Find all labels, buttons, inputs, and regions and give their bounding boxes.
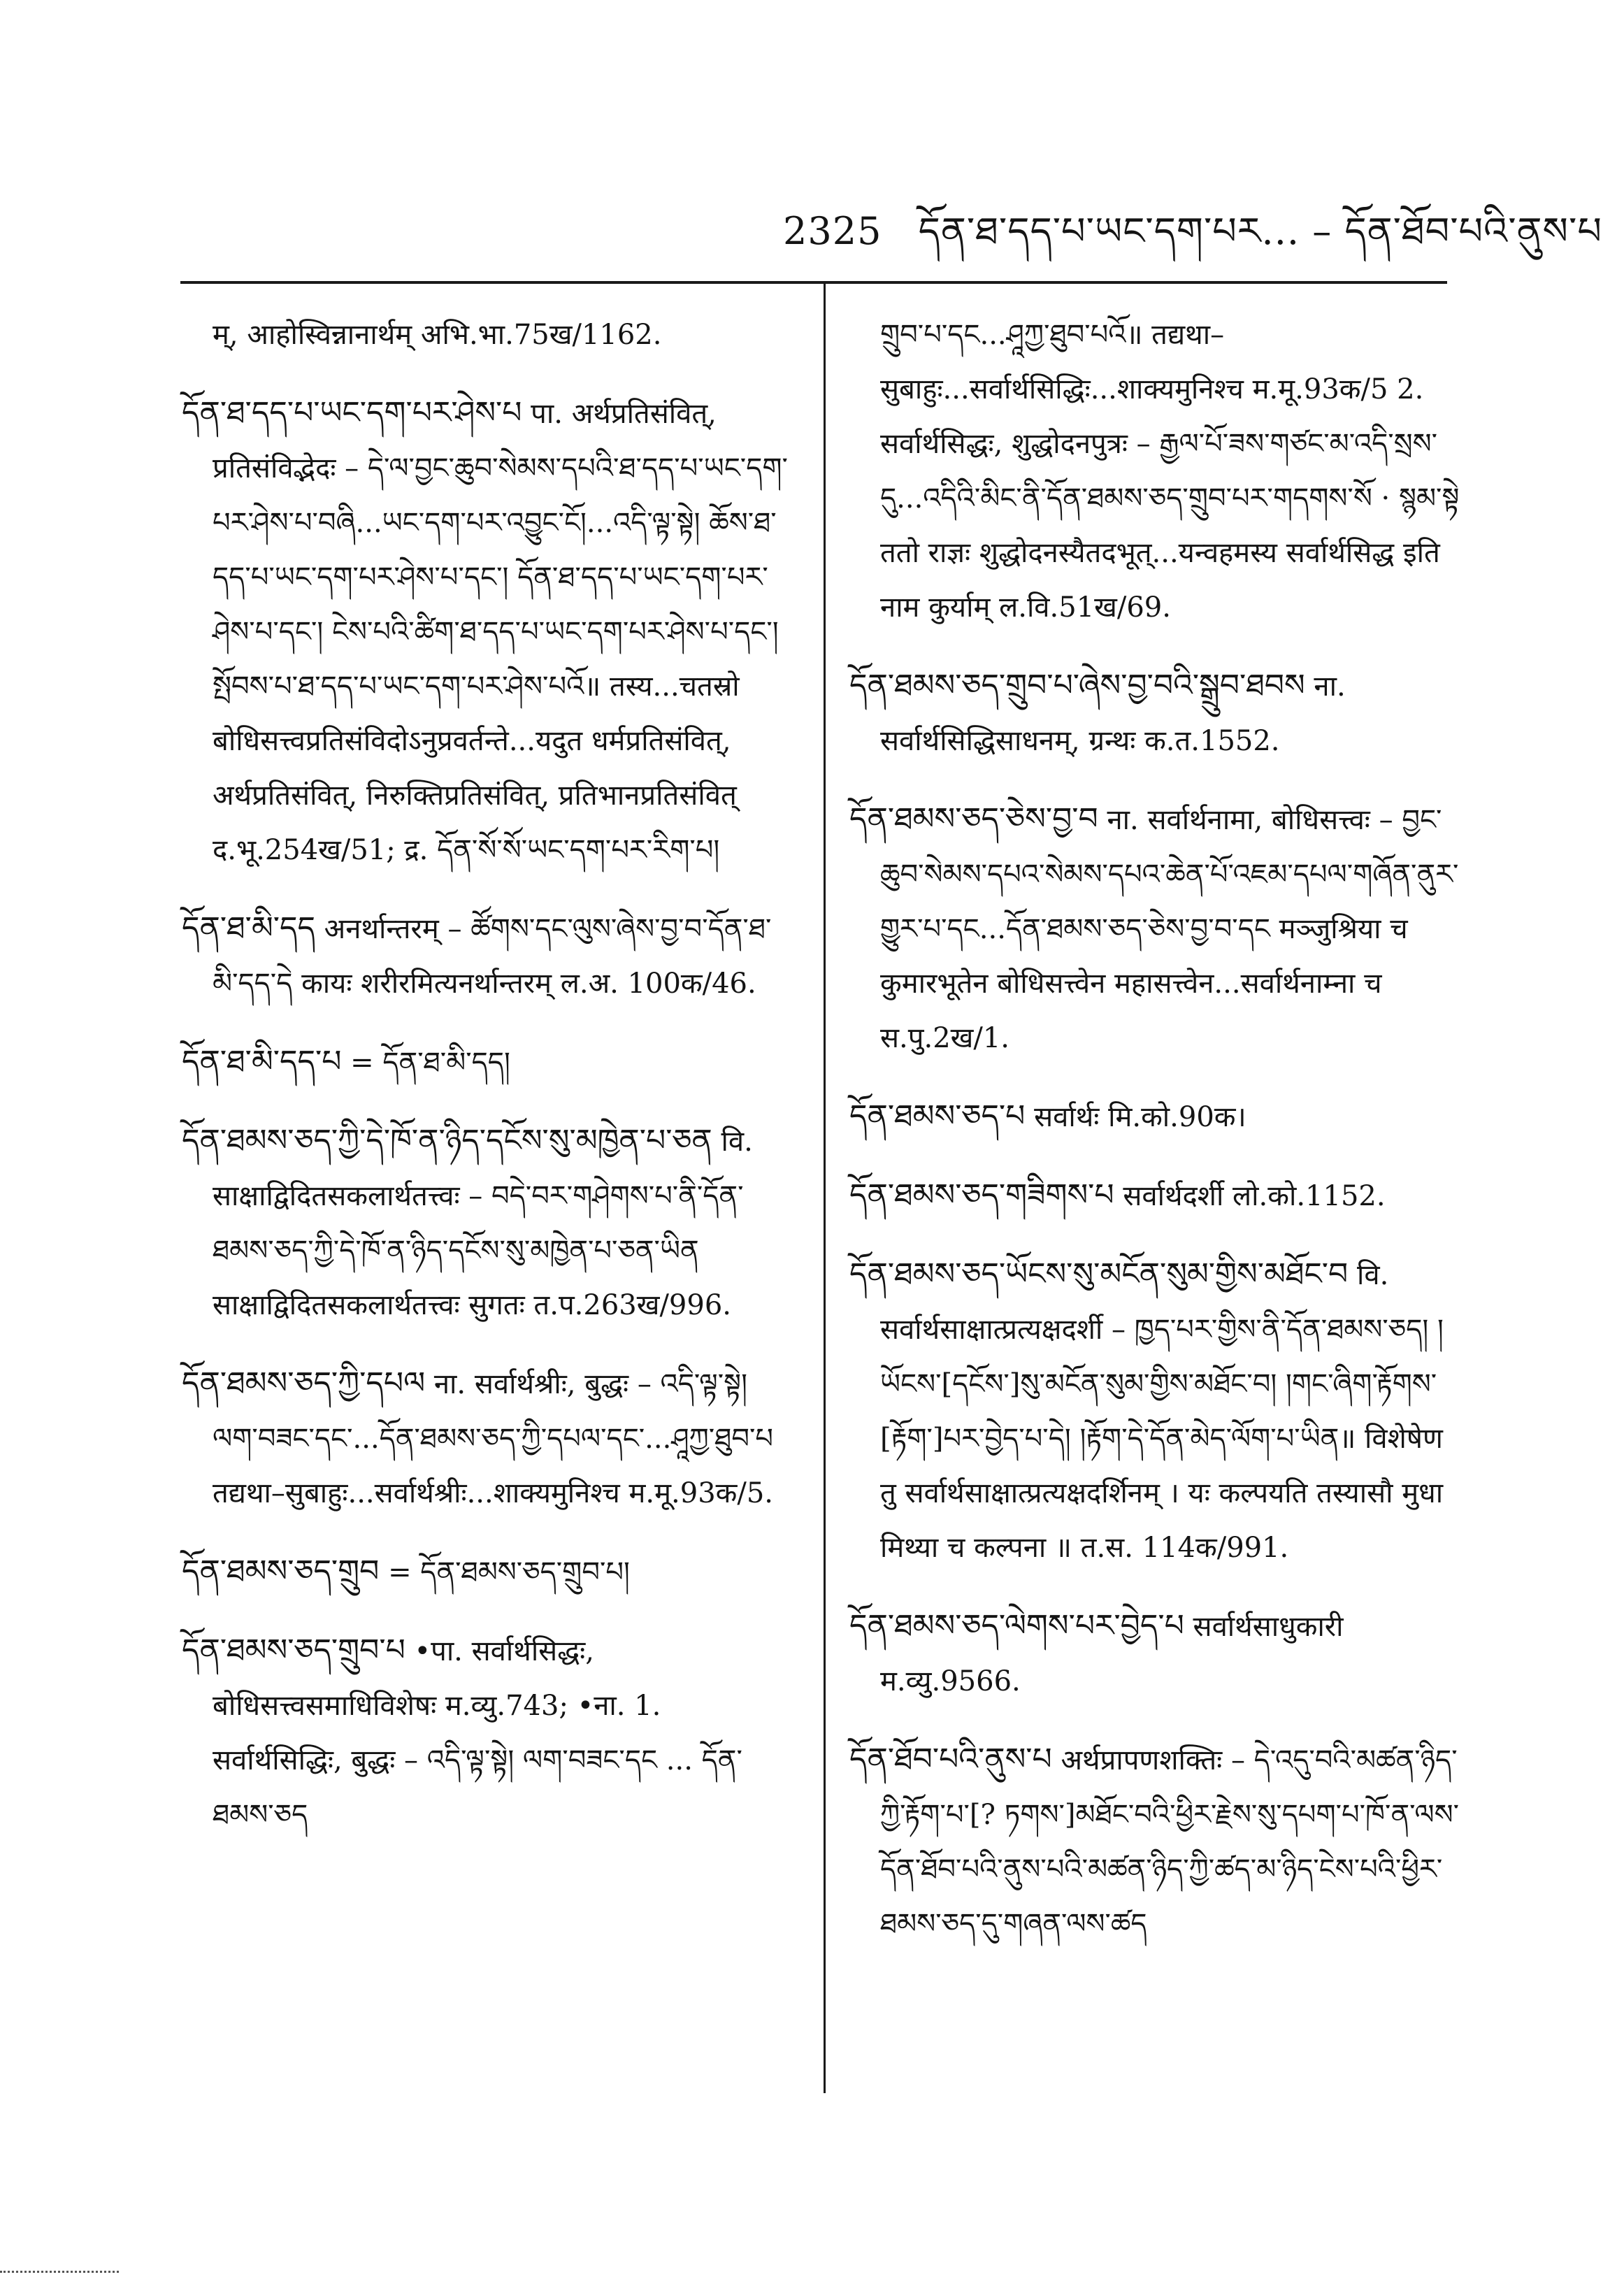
page-header bbox=[783, 189, 1602, 295]
entry-text: म्, आहोस्विन्नानार्थम् अभि.भा.75ख/1162. bbox=[213, 319, 662, 351]
entry-text: सर्वार्थः मि.को.90क। bbox=[1025, 1101, 1246, 1133]
entry-headword: དོན་ཐམས་ཅད་གྲུབ་པ་ཞེས་བྱ་བའི་སྒྲུབ་ཐབས bbox=[849, 668, 1305, 703]
entry-headword: དོན་ཐ་དད་པ་ཡང་དག་པར་ཤེས་པ bbox=[182, 395, 522, 431]
entry-headword: དོན་ཐམས་ཅད་ཀྱི་དེ་ཁོ་ན་ཉིད་དངོས་སུ་མཁྱེན་པ་ཅན bbox=[182, 1123, 712, 1158]
right-column bbox=[849, 308, 1465, 1975]
entry-headword: དོན་ཐོབ་པའི་ནུས་པ bbox=[849, 1741, 1052, 1777]
entry-headword: དོན་ཐམས་ཅད་ལེགས་པར་བྱེད་པ bbox=[849, 1608, 1184, 1644]
dictionary-entry bbox=[849, 1732, 1465, 1951]
entry-text: = དོན་ཐམས་ཅད་གྲུབ་པ། bbox=[379, 1556, 630, 1588]
entry-headword: དོན་ཐམས་ཅད་ཅེས་བྱ་བ bbox=[849, 801, 1098, 837]
entry-headword: དོན་ཐམས་ཅད་ཀྱི་དཔལ bbox=[182, 1365, 426, 1401]
column-divider bbox=[824, 282, 826, 2093]
dictionary-entry bbox=[182, 386, 790, 877]
entry-headword: དོན་ཐམས་ཅད་པ bbox=[849, 1098, 1026, 1134]
entry-text: वि. सर्वार्थसाक्षात्प्रत्यक्षदर्शी – ཁྱད་པར་གྱིས་ནི་དོན་ཐམས་ཅད། །ཡོངས་[དངོས་]སུ་མངོན་སུམ་གྱིས་མཐོང་བ། །གང་ཞིག་རྟོགས་[རྟོག་]པར་བྱེད་པ་དེ། །རྟོག་དེ་དོན་མེད་ལོག་པ་ཡིན॥ विशेषेण तु सर्वार्थसाक्षात्प्रत्यक्षदर्शिनम् । यः कल्पयति तस्यासौ मुधा मिथ्या च कल्पना ॥ त.स. 114क/991. bbox=[880, 1259, 1444, 1564]
dictionary-entry bbox=[849, 1599, 1465, 1709]
dictionary-entry bbox=[849, 1089, 1465, 1144]
entry-text: ना. सर्वार्थश्रीः, बुद्धः – འདི་ལྟ་སྟེ། ལག་བཟང་དང་...དོན་ཐམས་ཅད་ཀྱི་དཔལ་དང་...ཤཱཀྱ་ཐུབ་པ तद्यथा–सुबाहुः...सर्वार्थश्रीः...शाक्यमुनिश्च म.मू.93क/5. bbox=[213, 1368, 774, 1509]
entry-text: अर्थप्रापणशक्तिः – དེ་འདུ་བའི་མཚན་ཉིད་ཀྱི་རྟོག་པ་[? ཏགས་]མཐོང་བའི་ཕྱིར་རྗེས་སུ་དཔག་པ་ཁོ་ན་ལས་དོན་ཐོབ་པའི་ནུས་པའི་མཚན་ཉིད་ཀྱི་ཚད་མ་ཉིད་ངེས་པའི་ཕྱིར་ཐམས་ཅད་དུ་གཞན་ལས་ཚད bbox=[880, 1744, 1459, 1940]
dictionary-entry bbox=[849, 1247, 1465, 1575]
entry-headword: དོན་ཐ་མི་དད་པ bbox=[182, 1044, 342, 1079]
guide-words: དོན་ཐ་དད་པ་ཡང་དག་པར... – དོན་ཐོབ་པའི་ནུས་པ bbox=[918, 209, 1602, 253]
dictionary-entry bbox=[849, 1168, 1465, 1223]
dictionary-entry bbox=[182, 1544, 790, 1600]
page-number: 2325 bbox=[783, 209, 882, 253]
entry-text: वि. साक्षाद्विदितसकलार्थतत्त्वः – བདེ་བར་གཤེགས་པ་ནི་དོན་ཐམས་ཅད་ཀྱི་དེ་ཁོ་ན་ཉིད་དངོས་སུ་མཁྱེན་པ་ཅན་ཡིན साक्षाद्विदितसकलार्थतत्त्वः सुगतः त.प.263ख/996. bbox=[213, 1126, 753, 1321]
entry-headword: དོན་ཐམས་ཅད་གཟིགས་པ bbox=[849, 1177, 1114, 1213]
entry-text: = དོན་ཐ་མི་དད། bbox=[341, 1047, 510, 1079]
entry-text: सर्वार्थसाधुकारी म.व्यु.9566. bbox=[880, 1611, 1344, 1697]
entry-headword: དོན་ཐ་མི་དད bbox=[182, 910, 315, 946]
entry-headword: དོན་ཐམས་ཅད་ཡོངས་སུ་མངོན་སུམ་གྱིས་མཐོང་བ bbox=[849, 1256, 1349, 1292]
entry-text: ना. सर्वार्थनामा, बोधिसत्त्वः – བྱང་ཆུབ་སེམས་དཔའ་སེམས་དཔའ་ཆེན་པོ་འཇམ་དཔལ་གཞོན་ནུར་གྱུར་པ་དང...དོན་ཐམས་ཅད་ཅེས་བྱ་བ་དང मञ्जुश्रिया च कुमारभूतेन बोधिसत्त्वेन महासत्त्वेन...सर्वार्थनाम्ना च स.पु.2ख/1. bbox=[880, 804, 1459, 1054]
entry-text: पा. अर्थप्रतिसंवित्, प्रतिसंविद्भेदः – དེ་ལ་བྱང་ཆུབ་སེམས་དཔའི་ཐ་དད་པ་ཡང་དག་པར་ཤེས་པ་བཞི...ཡང་དག་པར་འབྱུང་ངོ།...འདི་ལྟ་སྟེ། ཆོས་ཐ་དད་པ་ཡང་དག་པར་ཤེས་པ་དང་། དོན་ཐ་དད་པ་ཡང་དག་པར་ཤེས་པ་དང་། ངེས་པའི་ཚིག་ཐ་དད་པ་ཡང་དག་པར་ཤེས་པ་དང་། སྤོབས་པ་ཐ་དད་པ་ཡང་དག་པར་ཤེས་པའོ॥ तस्य...चतस्रो बोधिसत्त्वप्रतिसंविदोऽनुप्रवर्तन्ते...यदुत धर्मप्रतिसंवित्, अर्थप्रतिसंवित्, निरुक्तिप्रतिसंवित्, प्रतिभानप्रतिसंवित् द.भू.254ख/51; द्र. དོན་སོ་སོ་ཡང་དག་པར་རིག་པ། bbox=[213, 398, 788, 866]
entry-text: ना. सर्वार्थसिद्धिसाधनम्, ग्रन्थः क.त.1552. bbox=[880, 670, 1346, 757]
left-column bbox=[182, 308, 790, 1866]
scan-smudge bbox=[0, 2258, 119, 2273]
dictionary-entry bbox=[182, 1623, 790, 1842]
dictionary-entry bbox=[182, 1356, 790, 1521]
header-rule bbox=[180, 281, 1447, 284]
dictionary-entry bbox=[182, 1035, 790, 1090]
dictionary-entry bbox=[849, 792, 1465, 1065]
entry-text: •पा. सर्वार्थसिद्धः, बोधिसत्त्वसमाधिविशेषः म.व्यु.743; •ना. 1. सर्वार्थसिद्धिः, बुद्धः – འདི་ལྟ་སྟེ། ལག་བཟང་དང ... དོན་ཐམས་ཅད bbox=[213, 1635, 742, 1831]
dictionary-entry bbox=[182, 1114, 790, 1333]
dictionary-entry bbox=[182, 901, 790, 1011]
entry-text: अनर्थान्तरम् – ཚོགས་དང་ལུས་ཞེས་བྱ་བ་དོན་ཐ་མི་དད་དེ कायः शरीरमित्यनर्थान्तरम् ल.अ. 100क/46. bbox=[213, 913, 772, 1000]
dictionary-entry bbox=[849, 659, 1465, 768]
entry-headword: དོན་ཐམས་ཅད་གྲུབ bbox=[182, 1553, 380, 1589]
dictionary-entry bbox=[182, 308, 790, 362]
dictionary-entry bbox=[849, 308, 1465, 635]
entry-text: सर्वार्थदर्शी लो.को.1152. bbox=[1114, 1180, 1386, 1212]
entry-headword: དོན་ཐམས་ཅད་གྲུབ་པ bbox=[182, 1632, 405, 1668]
entry-text: གྲུབ་པ་དང...ཤཱཀྱ་ཐུབ་པའོ॥ तद्यथा–सुबाहुः...सर्वार्थसिद्धिः...शाक्यमुनिश्च म.मू.93क/5 2. सर्वार्थसिद्धः, शुद्धोदनपुत्रः – རྒྱལ་པོ་ཟས་གཙང་མ་འདི་སྲས་དུ...འདིའི་མིང་ནི་དོན་ཐམས་ཅད་གྲུབ་པར་གདགས་སོ · སྙམ་སྟེ ततो राज्ञः शुद्धोदनस्यैतदभूत्...यन्वहमस्य सर्वार्थसिद्ध इति नाम कुर्याम् ल.वि.51ख/69. bbox=[880, 319, 1460, 624]
